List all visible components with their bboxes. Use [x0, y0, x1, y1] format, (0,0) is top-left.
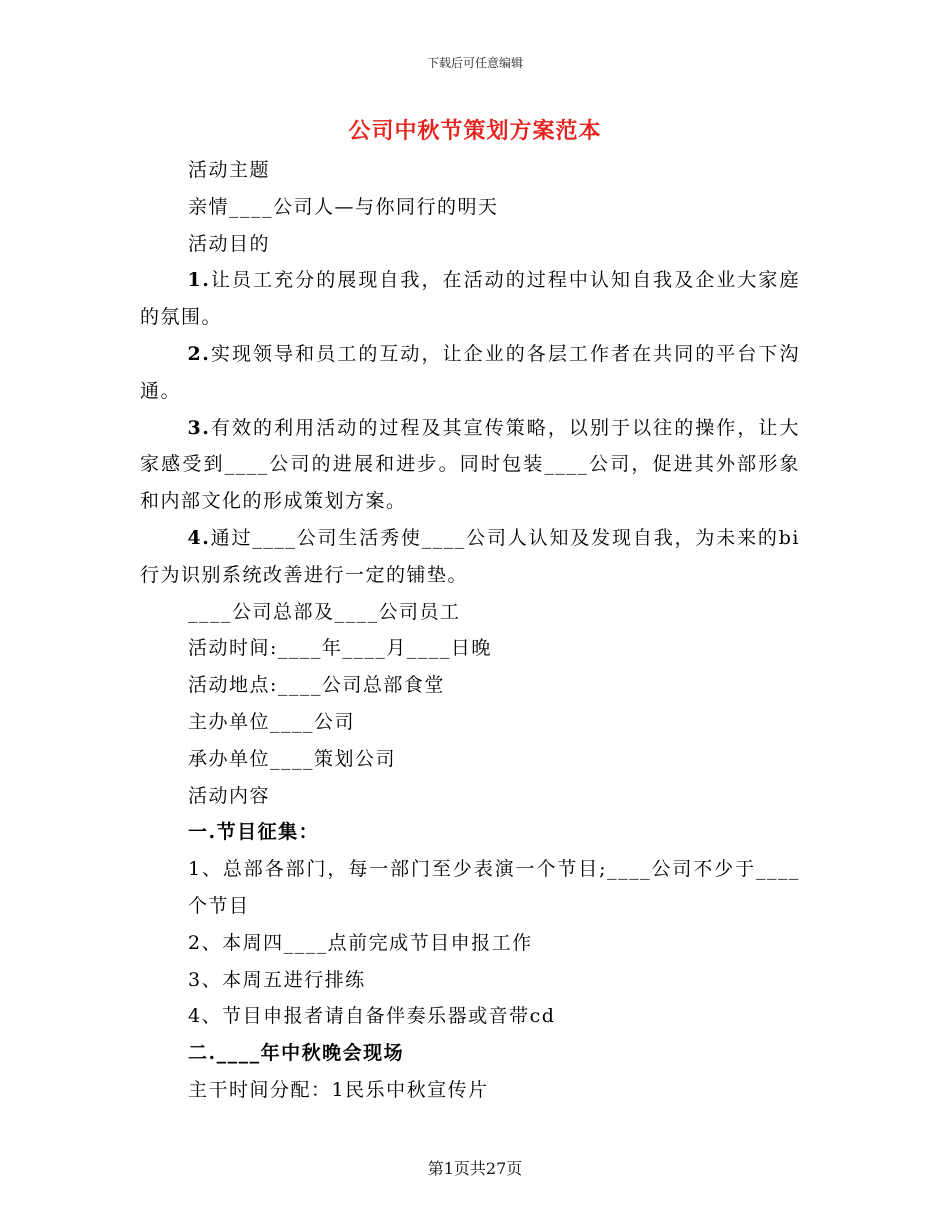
participants-text: ____公司总部及____公司员工: [188, 600, 461, 623]
purpose-item-3-number: 3.: [187, 416, 211, 439]
purpose-item-2-number: 2.: [187, 342, 211, 365]
purpose-item-1-number: 1.: [187, 269, 211, 292]
schedule-text: 主干时间分配：1民乐中秋宣传片: [188, 1078, 489, 1101]
purpose-item-2: [140, 336, 800, 410]
purpose-item-1-text: 让员工充分的展现自我，在活动的过程中认知自我及企业大家庭的氛围。: [140, 269, 800, 329]
event-time-text: 活动时间:____年____月____日晚: [188, 637, 492, 660]
program-item-2: 2、本周四____点前完成节目申报工作: [188, 931, 533, 954]
purpose-item-3: [140, 410, 800, 520]
subsection-heading-program-collection: 一.节目征集：: [188, 821, 320, 844]
program-item-1: 1、总部各部门，每一部门至少表演一个节目;____公司不少于____个节目: [188, 858, 800, 917]
page-number-footer: 第1页共27页: [427, 1159, 523, 1178]
organizer-text: 主办单位____公司: [188, 710, 356, 733]
purpose-item-2-text: 实现领导和员工的互动，让企业的各层工作者在共同的平台下沟通。: [140, 342, 800, 402]
section-heading-purpose: 活动目的: [188, 232, 271, 255]
contractor-text: 承办单位____策划公司: [188, 747, 397, 770]
purpose-item-3-text: 有效的利用活动的过程及其宣传策略，以别于以往的操作，让大家感受到____公司的进展和进步。同时包装____公司，促进其外部形象和内部文化的形成策划方案。: [140, 416, 800, 513]
section-heading-theme: 活动主题: [188, 159, 271, 181]
purpose-item-4-number: 4.: [187, 526, 211, 549]
section-heading-content: 活动内容: [188, 784, 271, 807]
document-body: [140, 152, 800, 1109]
program-item-3: 3、本周五进行排练: [188, 968, 366, 991]
theme-text: 亲情____公司人—与你同行的明天: [188, 195, 499, 218]
purpose-item-4-text: 通过____公司生活秀使____公司人认知及发现自我，为未来的bi行为识别系统改善进行一定的铺垫。: [140, 526, 800, 586]
document-title: 公司中秋节策划方案范本: [348, 118, 602, 144]
event-location-text: 活动地点:____公司总部食堂: [188, 674, 445, 697]
purpose-item-1: [140, 262, 800, 336]
purpose-item-4: [140, 520, 800, 594]
page-header-note: 下载后可任意编辑: [426, 56, 523, 70]
program-item-4: 4、节目申报者请自备伴奏乐器或音带cd: [188, 1005, 556, 1028]
subsection-heading-gala-venue: 二.____年中秋晚会现场: [188, 1042, 405, 1065]
